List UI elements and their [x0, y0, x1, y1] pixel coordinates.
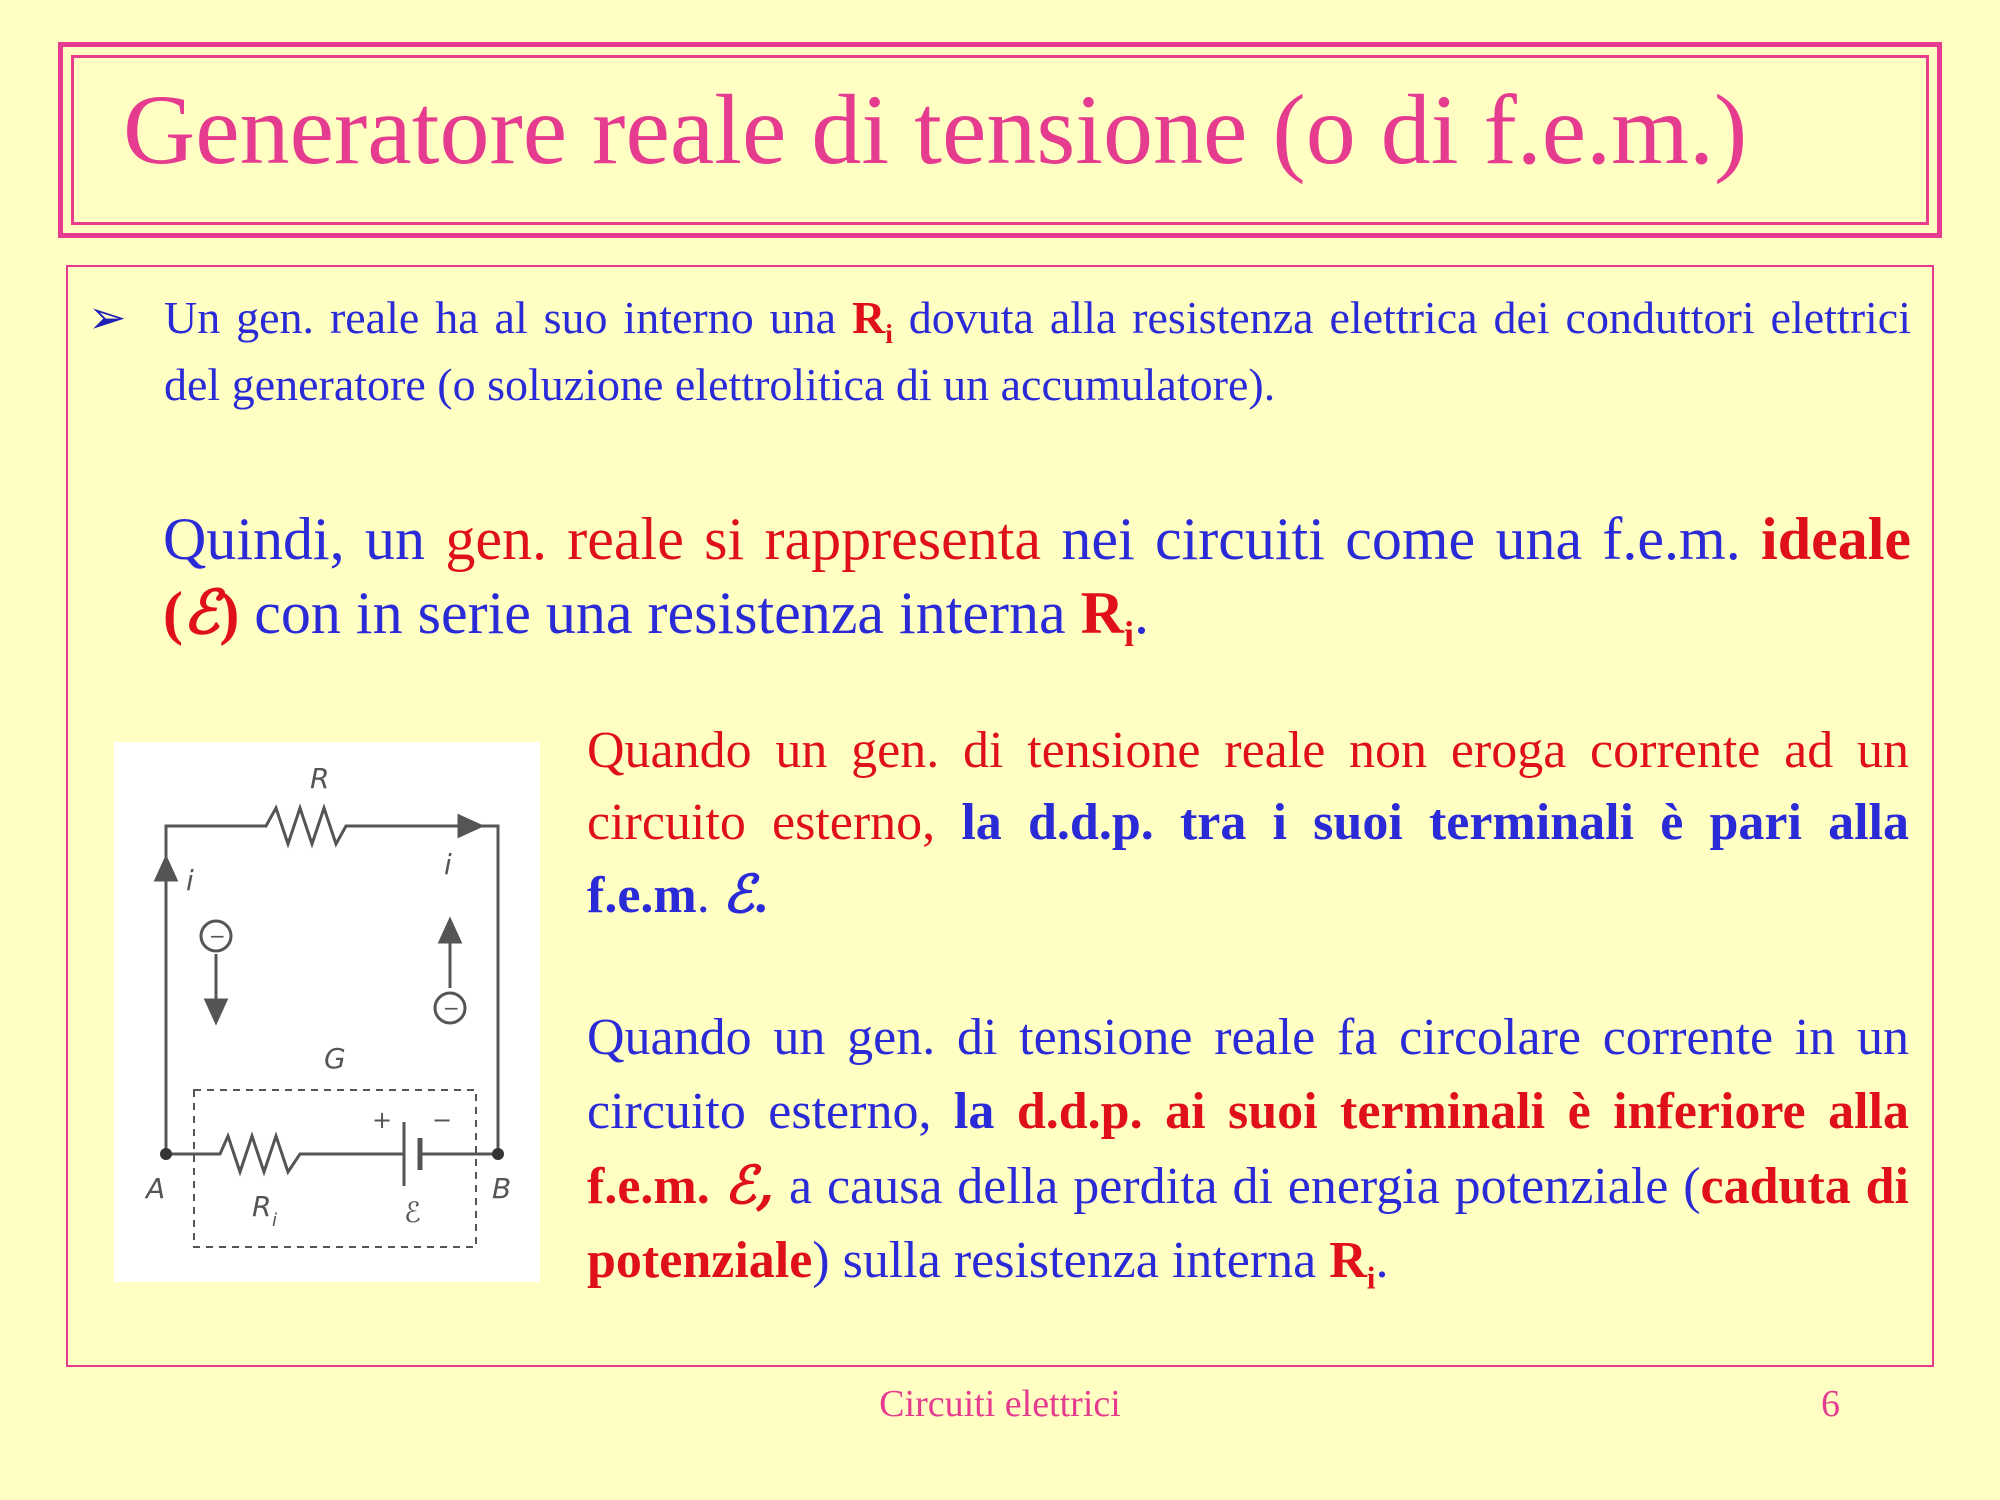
- terminal-b-dot: [492, 1148, 504, 1160]
- arrow-bullet-icon: ➢: [88, 290, 127, 344]
- period: .: [1133, 580, 1149, 646]
- quindi-paragraph: [163, 502, 1912, 654]
- para2-text: Quando un gen. di tensione reale fa circolare corrente in un circuito esterno,: [587, 1009, 1909, 1140]
- para2-highlight: d.d.p. ai suoi terminali è inferiore alla f.e.m: [587, 1083, 1909, 1215]
- para2-caduta: caduta di potenziale: [587, 1158, 1909, 1289]
- title-frame: [58, 42, 1942, 238]
- quindi-highlight: gen. reale si rappresenta: [445, 506, 1041, 572]
- para2-text: a causa della perdita di energia potenziale (: [789, 1158, 1701, 1215]
- ri-symbol: [1080, 580, 1134, 654]
- bullet-text-part: Un gen. reale ha al suo interno una: [164, 292, 837, 343]
- label-emf: ℰ: [404, 1196, 421, 1229]
- ri-letter: R: [1329, 1232, 1367, 1289]
- footer-title: Circuiti elettrici: [879, 1383, 1121, 1425]
- ri-symbol: [1329, 1232, 1376, 1296]
- label-b: B: [492, 1172, 512, 1205]
- page-number: 6: [1821, 1383, 1840, 1425]
- label-ri: R: [252, 1190, 272, 1223]
- period: .: [1375, 1232, 1389, 1289]
- terminal-a-dot: [160, 1148, 172, 1160]
- period: .: [696, 867, 710, 924]
- emf-symbol: ℰ: [722, 864, 755, 925]
- ri-letter: R: [851, 292, 886, 343]
- para2-la: la: [953, 1083, 995, 1140]
- circuit-diagram: [114, 742, 540, 1282]
- ri-subscript: i: [1123, 614, 1134, 654]
- bullet-text: [164, 284, 1911, 418]
- label-a: A: [146, 1172, 166, 1205]
- label-i-left: i: [186, 864, 194, 897]
- ri-letter: R: [1080, 580, 1124, 646]
- ri-symbol: [851, 292, 893, 350]
- ri-subscript: i: [1366, 1260, 1376, 1296]
- bullet-text-part: dovuta alla resistenza elettrica dei conduttori elettrici del generatore (o soluzione elettrolitica di un accumulatore).: [164, 292, 1912, 410]
- charge-minus-right: −: [443, 996, 460, 1020]
- emf-symbol: ℰ,: [724, 1155, 775, 1216]
- label-i-top: i: [444, 848, 452, 881]
- label-g: G: [324, 1042, 346, 1075]
- label-minus: −: [432, 1106, 453, 1134]
- no-current-paragraph: [587, 715, 1909, 932]
- period: .: [754, 867, 768, 924]
- label-ri-sub: i: [272, 1210, 278, 1231]
- slide-title: Generatore reale di tensione (o di f.e.m.): [123, 74, 1748, 185]
- para1-highlight: la d.d.p. tra i suoi terminali è pari alla f.e.m: [587, 794, 1909, 924]
- label-plus: +: [372, 1106, 393, 1134]
- label-r: R: [310, 762, 330, 795]
- with-current-paragraph: [587, 1001, 1909, 1298]
- quindi-text: con in serie una resistenza interna: [254, 580, 1066, 646]
- quindi-text: nei circuiti come una f.e.m.: [1061, 506, 1741, 572]
- ideale-paren: ): [219, 580, 240, 646]
- para1-text: Quando un gen. di tensione reale non eroga corrente ad un circuito esterno,: [587, 722, 1909, 851]
- charge-minus-left: −: [209, 924, 226, 948]
- ideale-text: ideale (: [163, 506, 1912, 646]
- ri-subscript: i: [885, 318, 893, 350]
- quindi-text: Quindi, un: [163, 506, 425, 572]
- circuit-svg: [114, 742, 540, 1282]
- emf-symbol: ℰ: [182, 578, 220, 648]
- para2-text: ) sulla resistenza interna: [812, 1232, 1317, 1289]
- period: .: [696, 1158, 710, 1215]
